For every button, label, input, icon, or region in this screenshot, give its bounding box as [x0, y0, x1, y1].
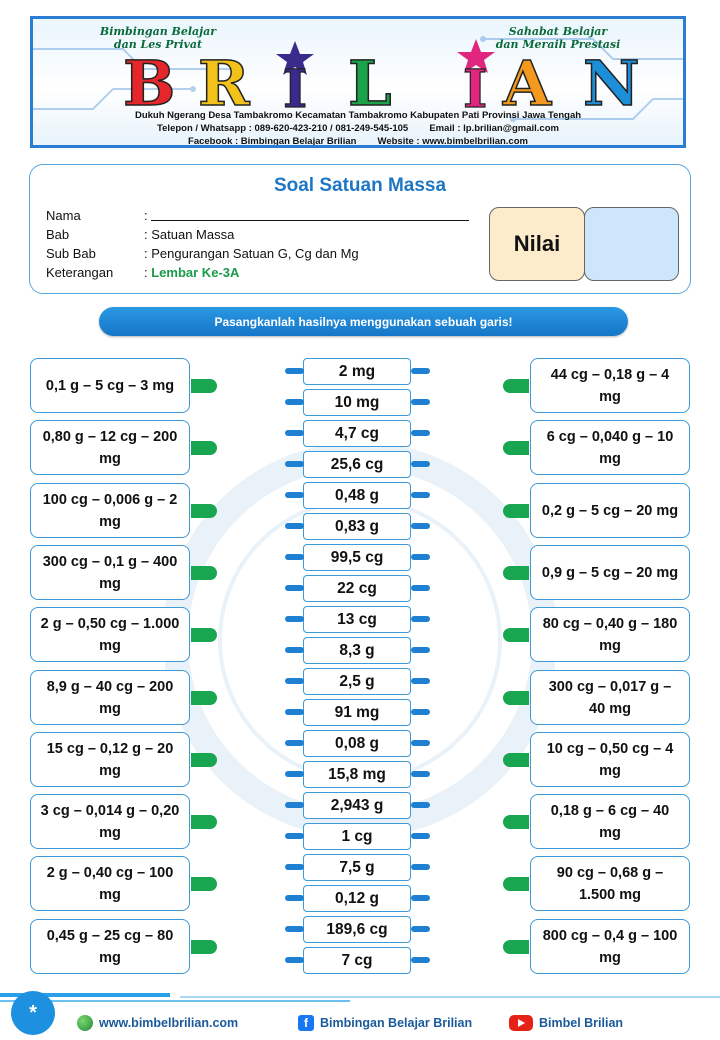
answer-box: 0,08 g: [303, 730, 411, 757]
right-question-box: 10 cg – 0,50 cg – 4 mg: [530, 732, 690, 787]
answer-left-connector[interactable]: [285, 430, 304, 436]
answer-right-connector[interactable]: [411, 864, 430, 870]
info-value: :: [144, 208, 148, 223]
right-question-box: 90 cg – 0,68 g – 1.500 mg: [530, 856, 690, 911]
answer-left-connector[interactable]: [285, 833, 304, 839]
left-connector-tab[interactable]: [191, 815, 217, 829]
answer-right-connector[interactable]: [411, 647, 430, 653]
left-connector-tab[interactable]: [191, 940, 217, 954]
answer-box: 4,7 cg: [303, 420, 411, 447]
answer-right-connector[interactable]: [411, 895, 430, 901]
answer-left-connector[interactable]: [285, 616, 304, 622]
answer-box: 15,8 mg: [303, 761, 411, 788]
right-question-box: 44 cg – 0,18 g – 4 mg: [530, 358, 690, 413]
info-label: Bab: [46, 227, 70, 242]
logo-letter-r: R: [198, 47, 250, 111]
answer-box: 13 cg: [303, 606, 411, 633]
footer-accent-line: [0, 1000, 350, 1002]
answer-box: 1 cg: [303, 823, 411, 850]
header-contact: Telepon / Whatsapp : 089-620-423-210 / 081-249-545-105 Email : lp.brilian@gmail.com: [157, 123, 559, 134]
right-connector-tab[interactable]: [503, 566, 529, 580]
left-connector-tab[interactable]: [191, 379, 217, 393]
left-question-box: 2 g – 0,40 cg – 100 mg: [30, 856, 190, 911]
answer-box: 22 cg: [303, 575, 411, 602]
right-question-box: 300 cg – 0,017 g – 40 mg: [530, 670, 690, 725]
tagline-right-line-2: dan Meraih Prestasi: [495, 38, 621, 51]
left-connector-tab[interactable]: [191, 691, 217, 705]
answer-box: 2,943 g: [303, 792, 411, 819]
left-connector-tab[interactable]: [191, 504, 217, 518]
footer-facebook-text: Bimbingan Belajar Brilian: [320, 1016, 473, 1030]
left-question-box: 2 g – 0,50 cg – 1.000 mg: [30, 607, 190, 662]
answer-box: 99,5 cg: [303, 544, 411, 571]
nilai-label: Nilai: [489, 207, 585, 281]
left-question-box: 3 cg – 0,014 g – 0,20 mg: [30, 794, 190, 849]
answer-left-connector[interactable]: [285, 895, 304, 901]
answer-box: 189,6 cg: [303, 916, 411, 943]
right-connector-tab[interactable]: [503, 691, 529, 705]
logo-letter-l: L: [348, 47, 392, 111]
right-connector-tab[interactable]: [503, 441, 529, 455]
info-colon: :: [144, 265, 152, 280]
left-question-box: 300 cg – 0,1 g – 400 mg: [30, 545, 190, 600]
answer-left-connector[interactable]: [285, 740, 304, 746]
answer-left-connector[interactable]: [285, 926, 304, 932]
answer-right-connector[interactable]: [411, 740, 430, 746]
answer-right-connector[interactable]: [411, 554, 430, 560]
answer-right-connector[interactable]: [411, 678, 430, 684]
footer-facebook[interactable]: [298, 1015, 472, 1031]
answer-right-connector[interactable]: [411, 368, 430, 374]
answer-left-connector[interactable]: [285, 554, 304, 560]
answer-right-connector[interactable]: [411, 492, 430, 498]
brilian-logo: [63, 37, 659, 111]
answer-left-connector[interactable]: [285, 523, 304, 529]
right-connector-tab[interactable]: [503, 504, 529, 518]
answer-right-connector[interactable]: [411, 430, 430, 436]
right-question-box: 6 cg – 0,040 g – 10 mg: [530, 420, 690, 475]
info-label: Keterangan: [46, 265, 114, 280]
info-label: Sub Bab: [46, 246, 96, 261]
right-connector-tab[interactable]: [503, 815, 529, 829]
answer-right-connector[interactable]: [411, 461, 430, 467]
left-question-box: 100 cg – 0,006 g – 2 mg: [30, 483, 190, 538]
worksheet-title: Soal Satuan Massa: [273, 175, 447, 196]
globe-icon: [77, 1015, 93, 1031]
header-social: Facebook : Bimbingan Belajar Brilian Website : www.bimbelbrilian.com: [188, 136, 528, 147]
sheet-number: Lembar Ke-3A: [151, 265, 240, 280]
answer-right-connector[interactable]: [411, 957, 430, 963]
answer-left-connector[interactable]: [285, 461, 304, 467]
right-question-box: 80 cg – 0,40 g – 180 mg: [530, 607, 690, 662]
answer-right-connector[interactable]: [411, 709, 430, 715]
answer-right-connector[interactable]: [411, 399, 430, 405]
answer-left-connector[interactable]: [285, 399, 304, 405]
answer-right-connector[interactable]: [411, 802, 430, 808]
right-connector-tab[interactable]: [503, 379, 529, 393]
right-question-box: 0,18 g – 6 cg – 40 mg: [530, 794, 690, 849]
left-connector-tab[interactable]: [191, 877, 217, 891]
answer-right-connector[interactable]: [411, 833, 430, 839]
answer-box: 0,48 g: [303, 482, 411, 509]
footer-youtube[interactable]: [509, 1015, 623, 1031]
answer-right-connector[interactable]: [411, 616, 430, 622]
footer-youtube-text: Bimbel Brilian: [539, 1016, 624, 1030]
answer-box: 10 mg: [303, 389, 411, 416]
answer-box: 8,3 g: [303, 637, 411, 664]
tagline-left-line-2: dan Les Privat: [113, 38, 203, 51]
answer-left-connector[interactable]: [285, 709, 304, 715]
answer-left-connector[interactable]: [285, 492, 304, 498]
answer-right-connector[interactable]: [411, 585, 430, 591]
right-connector-tab[interactable]: [503, 628, 529, 642]
answer-left-connector[interactable]: [285, 864, 304, 870]
left-question-box: 15 cg – 0,12 g – 20 mg: [30, 732, 190, 787]
right-connector-tab[interactable]: [503, 877, 529, 891]
logo-letter-b: B: [123, 47, 176, 111]
answer-left-connector[interactable]: [285, 802, 304, 808]
answer-left-connector[interactable]: [285, 647, 304, 653]
logo-letter-a: A: [503, 47, 552, 111]
left-question-box: 8,9 g – 40 cg – 200 mg: [30, 670, 190, 725]
instruction-banner: Pasangkanlah hasilnya menggunakan sebuah garis!: [99, 307, 628, 336]
footer-website[interactable]: [77, 1015, 238, 1031]
answer-box: 2 mg: [303, 358, 411, 385]
answer-left-connector[interactable]: [285, 771, 304, 777]
answer-box: 7,5 g: [303, 854, 411, 881]
left-question-box: 0,45 g – 25 cg – 80 mg: [30, 919, 190, 974]
answer-left-connector[interactable]: [285, 585, 304, 591]
left-connector-tab[interactable]: [191, 753, 217, 767]
right-question-box: 800 cg – 0,4 g – 100 mg: [530, 919, 690, 974]
left-connector-tab[interactable]: [191, 628, 217, 642]
youtube-icon: [509, 1015, 533, 1031]
answer-left-connector[interactable]: [285, 678, 304, 684]
right-question-box: 0,2 g – 5 cg – 20 mg: [530, 483, 690, 538]
right-connector-tab[interactable]: [503, 753, 529, 767]
facebook-icon: f: [298, 1015, 314, 1031]
footer-accent-line: [180, 996, 720, 998]
answer-box: 2,5 g: [303, 668, 411, 695]
answer-box: 0,83 g: [303, 513, 411, 540]
left-question-box: 0,1 g – 5 cg – 3 mg: [30, 358, 190, 413]
logo-letter-i: I: [283, 59, 308, 111]
nilai-score-box[interactable]: [584, 207, 679, 281]
answer-box: 0,12 g: [303, 885, 411, 912]
right-question-box: 0,9 g – 5 cg – 20 mg: [530, 545, 690, 600]
header-address: Dukuh Ngerang Desa Tambakromo Kecamatan Tambakromo Kabupaten Pati Provinsi Jawa Tengah: [134, 110, 582, 121]
footer-website-text: www.bimbelbrilian.com: [99, 1016, 239, 1030]
logo-letter-i: I: [463, 59, 488, 111]
answer-box: 91 mg: [303, 699, 411, 726]
info-value: : Pengurangan Satuan G, Cg dan Mg: [144, 246, 359, 261]
answer-right-connector[interactable]: [411, 926, 430, 932]
answer-left-connector[interactable]: [285, 957, 304, 963]
answer-left-connector[interactable]: [285, 368, 304, 374]
logo-letter-n: N: [583, 47, 640, 111]
answer-right-connector[interactable]: [411, 523, 430, 529]
answer-box: 25,6 cg: [303, 451, 411, 478]
tagline-left-line-1: Bimbingan Belajar: [99, 25, 217, 38]
left-connector-tab[interactable]: [191, 566, 217, 580]
info-value: [144, 265, 239, 280]
left-connector-tab[interactable]: [191, 441, 217, 455]
answer-box: 7 cg: [303, 947, 411, 974]
info-label: Nama: [46, 208, 81, 223]
footer-badge: *: [11, 991, 55, 1035]
info-value: : Satuan Massa: [144, 227, 235, 242]
name-input-line[interactable]: [151, 220, 469, 221]
right-connector-tab[interactable]: [503, 940, 529, 954]
tagline-right-line-1: Sahabat Belajar: [508, 25, 608, 38]
left-question-box: 0,80 g – 12 cg – 200 mg: [30, 420, 190, 475]
header-banner: [30, 16, 686, 148]
answer-right-connector[interactable]: [411, 771, 430, 777]
